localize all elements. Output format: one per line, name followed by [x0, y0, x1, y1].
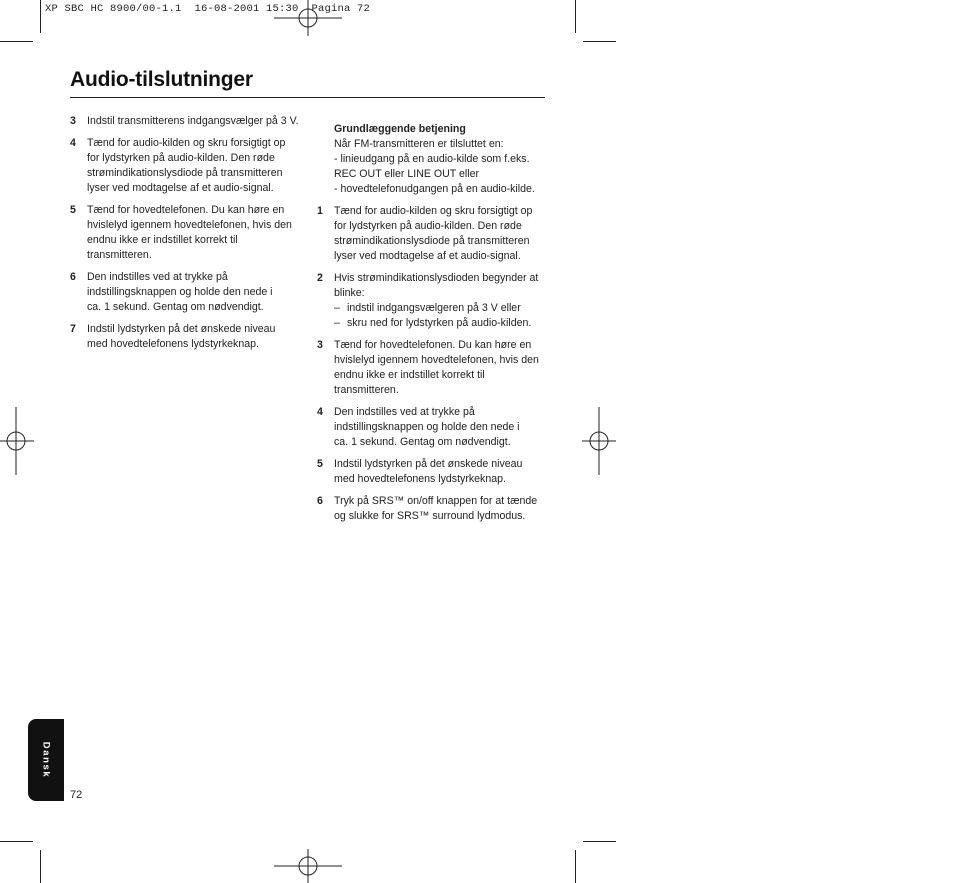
list-item — [317, 405, 549, 450]
text-line: REC OUT eller LINE OUT eller — [334, 168, 480, 180]
dash-item — [334, 301, 549, 316]
list-item — [70, 203, 300, 263]
crop-mark — [40, 0, 41, 33]
step-number: 4 — [317, 406, 323, 418]
step-number: 6 — [70, 271, 76, 283]
text-line: lyser ved modtagelse af et audio-signal. — [334, 250, 521, 262]
text-line: Indstil lydstyrken på det ønskede niveau — [87, 323, 276, 335]
page-title: Audio-tilslutninger — [70, 68, 253, 91]
text-line: ca. 1 sekund. Gentag om nødvendigt. — [334, 436, 511, 448]
list-item — [70, 114, 300, 129]
page-number: 72 — [70, 789, 83, 801]
list-item — [317, 204, 549, 264]
crop-mark — [583, 41, 616, 42]
step-text — [87, 270, 300, 315]
step-text — [334, 271, 549, 331]
text-line: med hovedtelefonens lydstyrkeknap. — [334, 473, 506, 485]
text-line: for lydstyrken på audio-kilden. Den røde — [87, 152, 275, 164]
step-number: 5 — [317, 458, 323, 470]
step-text — [87, 136, 300, 196]
text-line: strømindikationslysdiode på transmitteren — [87, 167, 283, 179]
print-header: XP SBC HC 8900/00-1.1 16-08-2001 15:30 Pagina 72 — [45, 3, 371, 15]
text-line: Tænd for hovedtelefonen. Du kan høre en — [334, 339, 532, 351]
list-item — [317, 457, 549, 487]
step-text — [87, 114, 300, 129]
dash-text: indstil indgangsvælgeren på 3 V eller — [347, 302, 521, 314]
text-line: hvislelyd igennem hovedtelefonen, hvis den — [87, 219, 292, 231]
step-text — [334, 405, 549, 450]
text-line: hvislelyd igennem hovedtelefonen, hvis den — [334, 354, 539, 366]
text-line: Den indstilles ved at trykke på — [334, 406, 475, 418]
list-item — [70, 270, 300, 315]
list-item — [70, 322, 300, 352]
crop-mark — [0, 41, 33, 42]
crop-mark — [575, 850, 576, 883]
step-number: 4 — [70, 137, 76, 149]
dash-marker: – — [334, 317, 340, 329]
text-line: transmitteren. — [87, 249, 152, 261]
left-column — [70, 114, 300, 359]
step-number: 3 — [317, 339, 323, 351]
text-line: Når FM-transmitteren er tilsluttet en: — [334, 138, 504, 150]
registration-mark-right — [582, 407, 616, 475]
step-text — [87, 322, 300, 352]
text-line: endnu ikke er indstillet korrekt til — [334, 369, 485, 381]
dash-text: skru ned for lydstyrken på audio-kilden. — [347, 317, 532, 329]
step-number: 5 — [70, 204, 76, 216]
list-item — [317, 271, 549, 331]
text-line: Hvis strømindikationslysdioden begynder at — [334, 272, 539, 284]
step-number: 7 — [70, 323, 76, 335]
step-number: 3 — [70, 115, 76, 127]
text-line: for lydstyrken på audio-kilden. Den røde — [334, 220, 522, 232]
crop-mark — [0, 841, 33, 842]
step-text — [87, 203, 300, 263]
text-line: - hovedtelefonudgangen på en audio-kilde. — [334, 183, 535, 195]
dash-item — [334, 316, 549, 331]
title-rule — [70, 97, 545, 98]
list-item — [317, 338, 549, 398]
text-line: Indstil lydstyrken på det ønskede niveau — [334, 458, 523, 470]
text-line: Tryk på SRS™ on/off knappen for at tænde — [334, 495, 538, 507]
step-list — [317, 204, 549, 524]
step-number: 6 — [317, 495, 323, 507]
language-tab-label: Dansk — [40, 741, 52, 779]
text-line: indstillingsknappen og holde den nede i — [334, 421, 520, 433]
text-line: Indstil transmitterens indgangsvælger på 3 V. — [87, 115, 299, 127]
list-item — [70, 136, 300, 196]
text-line: Den indstilles ved at trykke på — [87, 271, 228, 283]
text-line: indstillingsknappen og holde den nede i — [87, 286, 273, 298]
text-line: - linieudgang på en audio-kilde som f.eks. — [334, 153, 530, 165]
text-line: Tænd for audio-kilden og skru forsigtigt op — [87, 137, 286, 149]
text-line: transmitteren. — [334, 384, 399, 396]
crop-mark — [583, 841, 616, 842]
text-line: strømindikationslysdiode på transmitteren — [334, 235, 530, 247]
list-item — [317, 494, 549, 524]
text-line: med hovedtelefonens lydstyrkeknap. — [87, 338, 259, 350]
crop-mark — [40, 850, 41, 883]
step-text — [334, 494, 549, 524]
registration-mark-left — [0, 407, 34, 475]
right-column — [317, 122, 549, 531]
text-line: Tænd for audio-kilden og skru forsigtigt op — [334, 205, 533, 217]
registration-mark-bottom — [274, 849, 342, 883]
step-number: 2 — [317, 272, 323, 284]
registration-mark-top — [274, 0, 342, 36]
text-line: lyser ved modtagelse af et audio-signal. — [87, 182, 274, 194]
step-number: 1 — [317, 205, 323, 217]
step-text — [334, 338, 549, 398]
crop-mark — [575, 0, 576, 33]
text-line: Tænd for hovedtelefonen. Du kan høre en — [87, 204, 285, 216]
text-line: blinke: — [334, 287, 365, 299]
section-heading: Grundlæggende betjening — [334, 123, 466, 135]
text-line: endnu ikke er indstillet korrekt til — [87, 234, 238, 246]
section-intro — [334, 137, 549, 197]
text-line: og slukke for SRS™ surround lydmodus. — [334, 510, 526, 522]
dash-marker: – — [334, 302, 340, 314]
step-text — [334, 204, 549, 264]
text-line: ca. 1 sekund. Gentag om nødvendigt. — [87, 301, 264, 313]
step-text — [334, 457, 549, 487]
